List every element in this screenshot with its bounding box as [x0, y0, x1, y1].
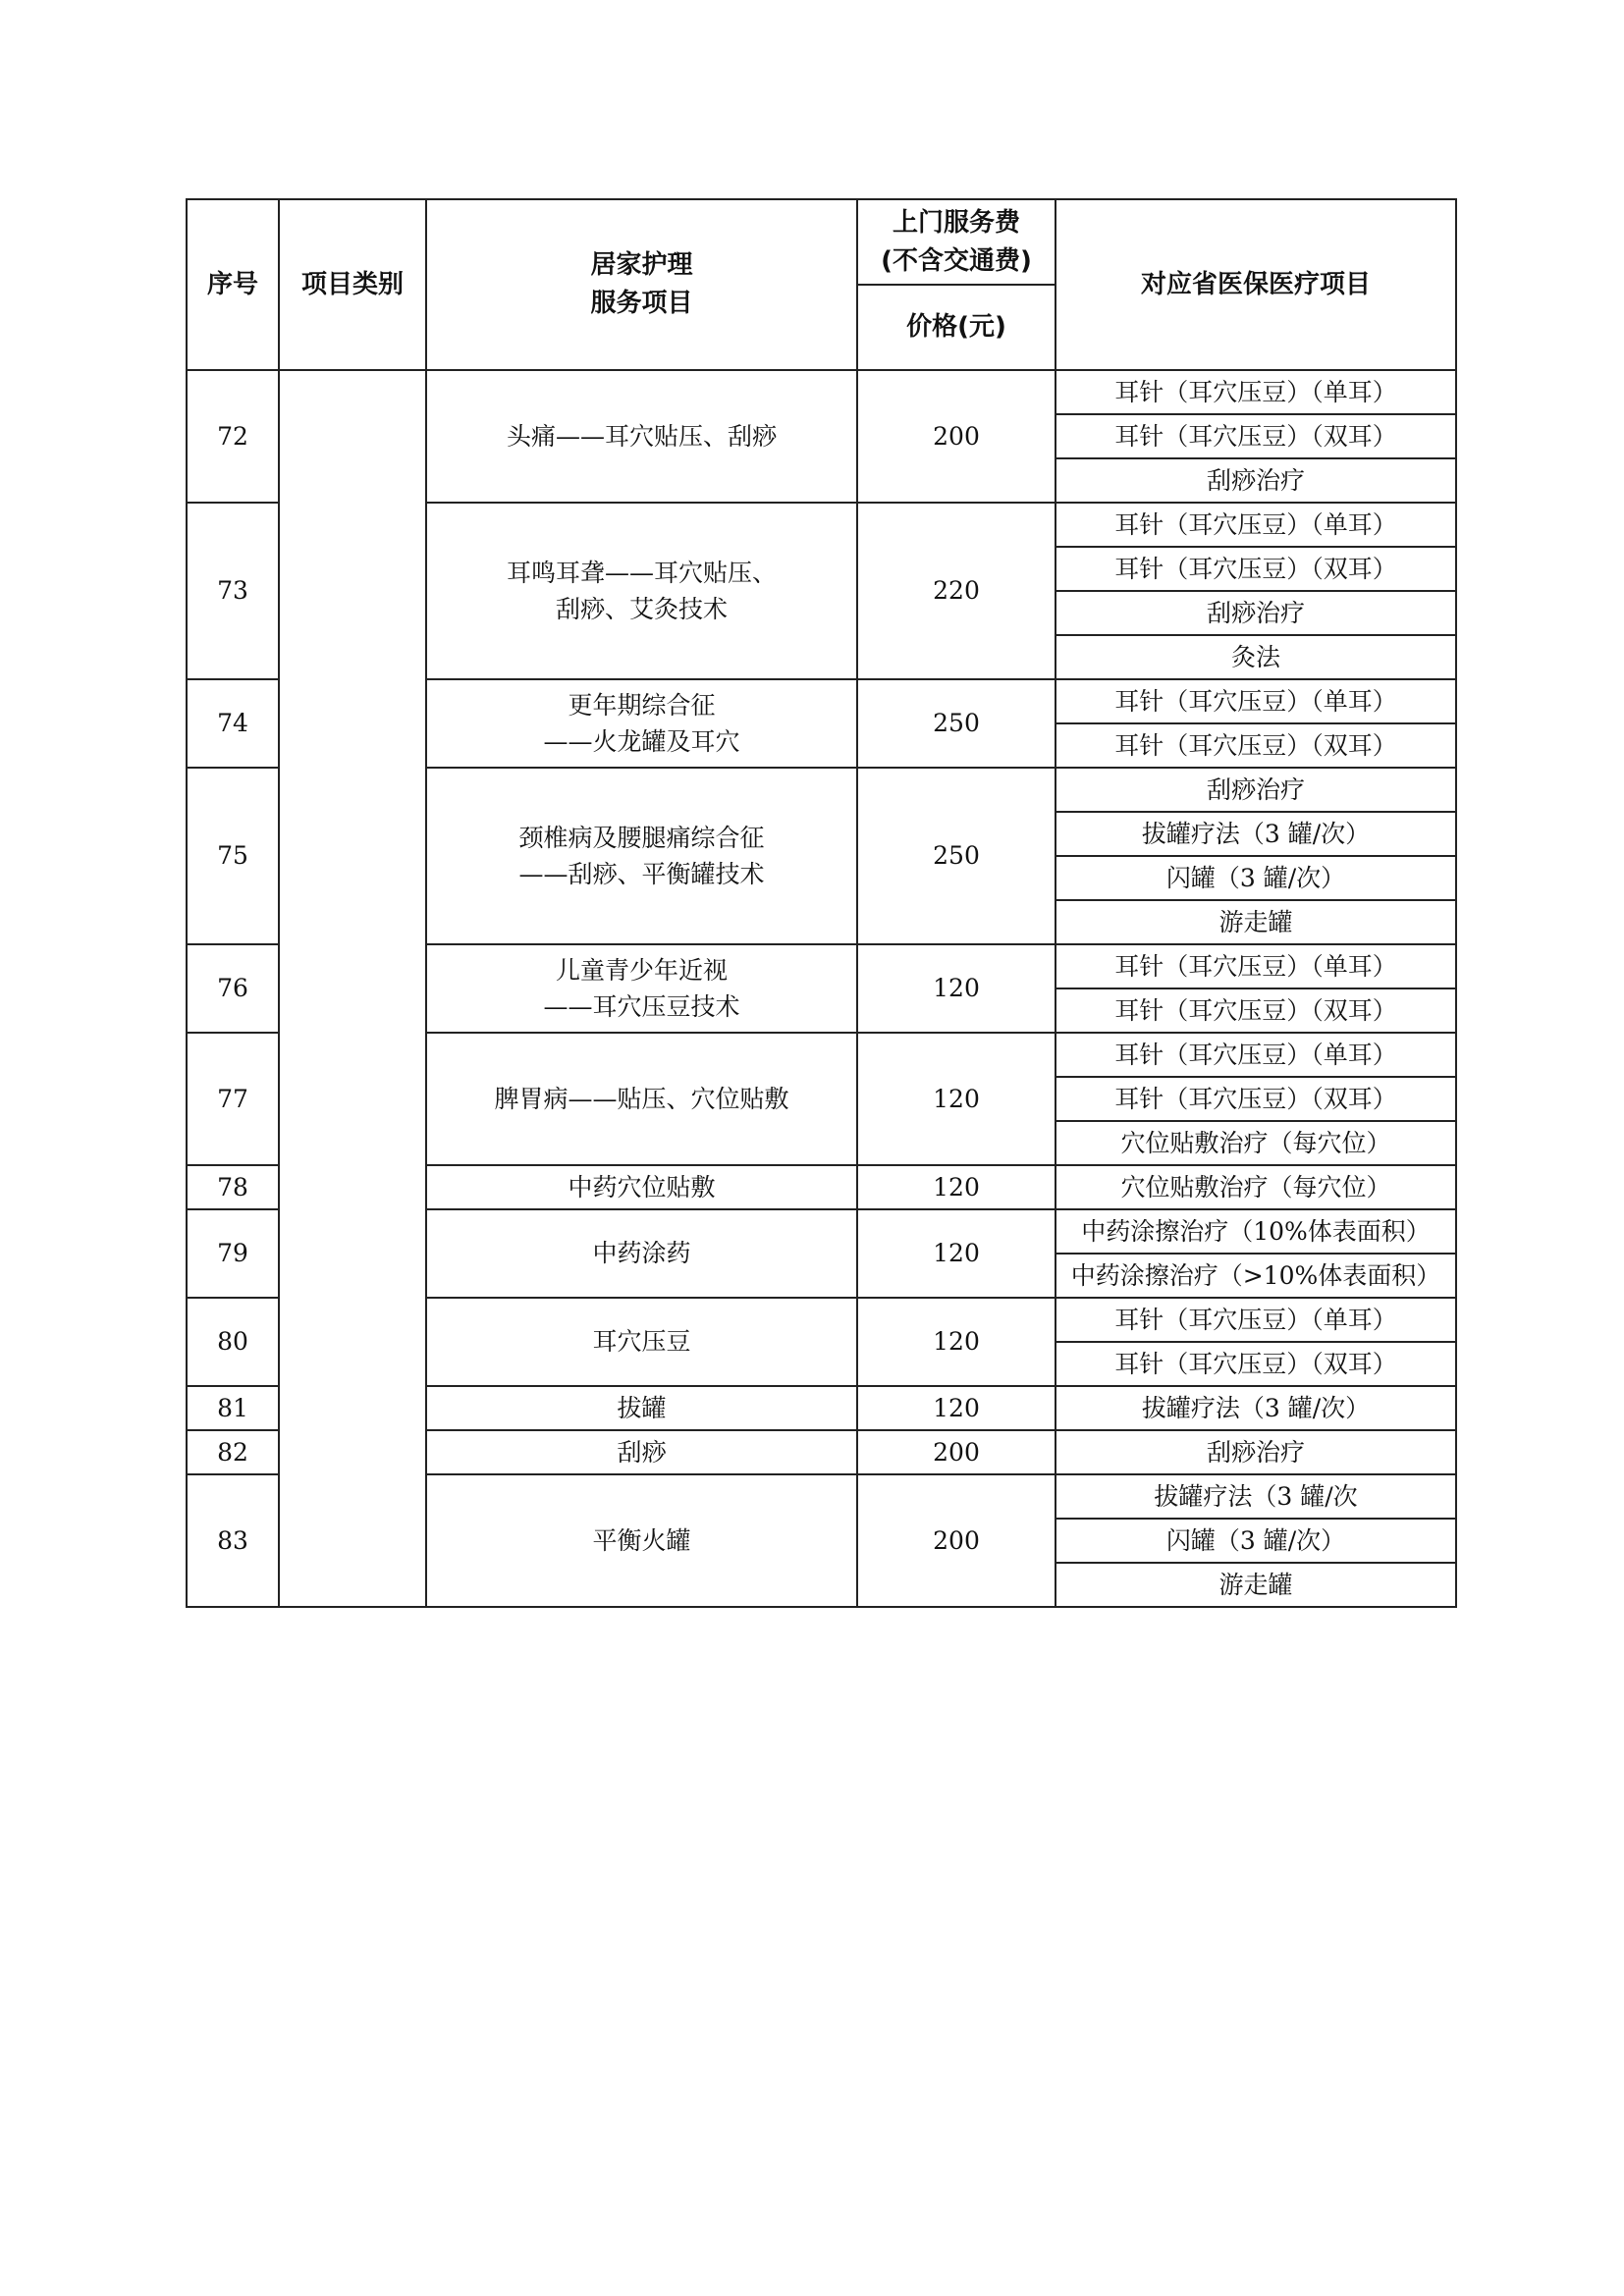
header-seq: 序号: [187, 199, 279, 370]
cell-service: 中药涂药: [426, 1209, 857, 1298]
cell-service: 脾胃病——贴压、穴位贴敷: [426, 1033, 857, 1165]
cell-seq: 72: [187, 370, 279, 503]
cell-price: 120: [857, 1165, 1056, 1209]
cell-medical-item: 闪罐（3 罐/次）: [1056, 856, 1456, 900]
cell-seq: 82: [187, 1430, 279, 1474]
cell-price: 200: [857, 1430, 1056, 1474]
header-service: 居家护理 服务项目: [426, 199, 857, 370]
cell-medical-item: 游走罐: [1056, 900, 1456, 944]
cell-medical-item: 耳针（耳穴压豆）（双耳）: [1056, 1077, 1456, 1121]
cell-medical-item: 拔罐疗法（3 罐/次）: [1056, 1386, 1456, 1430]
cell-medical-item: 拔罐疗法（3 罐/次: [1056, 1474, 1456, 1519]
cell-price: 200: [857, 1474, 1056, 1607]
cell-medical-item: 刮痧治疗: [1056, 458, 1456, 503]
cell-service: 刮痧: [426, 1430, 857, 1474]
header-medical: 对应省医保医疗项目: [1056, 199, 1456, 370]
cell-medical-item: 耳针（耳穴压豆）（单耳）: [1056, 1033, 1456, 1077]
cell-seq: 77: [187, 1033, 279, 1165]
cell-service: 平衡火罐: [426, 1474, 857, 1607]
cell-service: 耳穴压豆: [426, 1298, 857, 1386]
cell-service: 耳鸣耳聋——耳穴贴压、 刮痧、艾灸技术: [426, 503, 857, 679]
header-category: 项目类别: [279, 199, 426, 370]
cell-price: 200: [857, 370, 1056, 503]
cell-medical-item: 穴位贴敷治疗（每穴位）: [1056, 1121, 1456, 1165]
cell-service: 颈椎病及腰腿痛综合征 ——刮痧、平衡罐技术: [426, 768, 857, 944]
cell-price: 120: [857, 1209, 1056, 1298]
cell-price: 120: [857, 1298, 1056, 1386]
cell-medical-item: 耳针（耳穴压豆）（双耳）: [1056, 723, 1456, 768]
header-fee-group: 上门服务费 (不含交通费): [857, 199, 1056, 285]
cell-seq: 74: [187, 679, 279, 768]
cell-medical-item: 刮痧治疗: [1056, 591, 1456, 635]
cell-seq: 81: [187, 1386, 279, 1430]
cell-medical-item: 刮痧治疗: [1056, 768, 1456, 812]
cell-service: 头痛——耳穴贴压、刮痧: [426, 370, 857, 503]
cell-price: 220: [857, 503, 1056, 679]
cell-price: 120: [857, 944, 1056, 1033]
cell-medical-item: 中药涂擦治疗（>10%体表面积）: [1056, 1254, 1456, 1298]
cell-medical-item: 游走罐: [1056, 1563, 1456, 1607]
cell-seq: 75: [187, 768, 279, 944]
cell-medical-item: 耳针（耳穴压豆）（单耳）: [1056, 503, 1456, 547]
cell-medical-item: 闪罐（3 罐/次）: [1056, 1519, 1456, 1563]
cell-seq: 78: [187, 1165, 279, 1209]
cell-medical-item: 耳针（耳穴压豆）（双耳）: [1056, 547, 1456, 591]
service-price-table: [186, 198, 1457, 1608]
header-price: 价格(元): [857, 285, 1056, 370]
cell-medical-item: 耳针（耳穴压豆）（双耳）: [1056, 988, 1456, 1033]
cell-service: 拔罐: [426, 1386, 857, 1430]
cell-seq: 79: [187, 1209, 279, 1298]
cell-service: 儿童青少年近视 ——耳穴压豆技术: [426, 944, 857, 1033]
cell-medical-item: 刮痧治疗: [1056, 1430, 1456, 1474]
cell-category: [279, 370, 426, 1607]
cell-medical-item: 灸法: [1056, 635, 1456, 679]
cell-medical-item: 拔罐疗法（3 罐/次）: [1056, 812, 1456, 856]
cell-medical-item: 耳针（耳穴压豆）（单耳）: [1056, 944, 1456, 988]
cell-price: 250: [857, 679, 1056, 768]
table-row: [187, 370, 1456, 414]
cell-service: 中药穴位贴敷: [426, 1165, 857, 1209]
table-body: [187, 370, 1456, 1607]
cell-price: 250: [857, 768, 1056, 944]
cell-medical-item: 耳针（耳穴压豆）（单耳）: [1056, 1298, 1456, 1342]
cell-seq: 76: [187, 944, 279, 1033]
cell-medical-item: 中药涂擦治疗（10%体表面积）: [1056, 1209, 1456, 1254]
cell-medical-item: 耳针（耳穴压豆）（双耳）: [1056, 1342, 1456, 1386]
cell-seq: 83: [187, 1474, 279, 1607]
cell-medical-item: 耳针（耳穴压豆）（单耳）: [1056, 370, 1456, 414]
cell-medical-item: 穴位贴敷治疗（每穴位）: [1056, 1165, 1456, 1209]
cell-price: 120: [857, 1033, 1056, 1165]
cell-price: 120: [857, 1386, 1056, 1430]
cell-medical-item: 耳针（耳穴压豆）（双耳）: [1056, 414, 1456, 458]
cell-seq: 80: [187, 1298, 279, 1386]
cell-medical-item: 耳针（耳穴压豆）（单耳）: [1056, 679, 1456, 723]
cell-seq: 73: [187, 503, 279, 679]
cell-service: 更年期综合征 ——火龙罐及耳穴: [426, 679, 857, 768]
